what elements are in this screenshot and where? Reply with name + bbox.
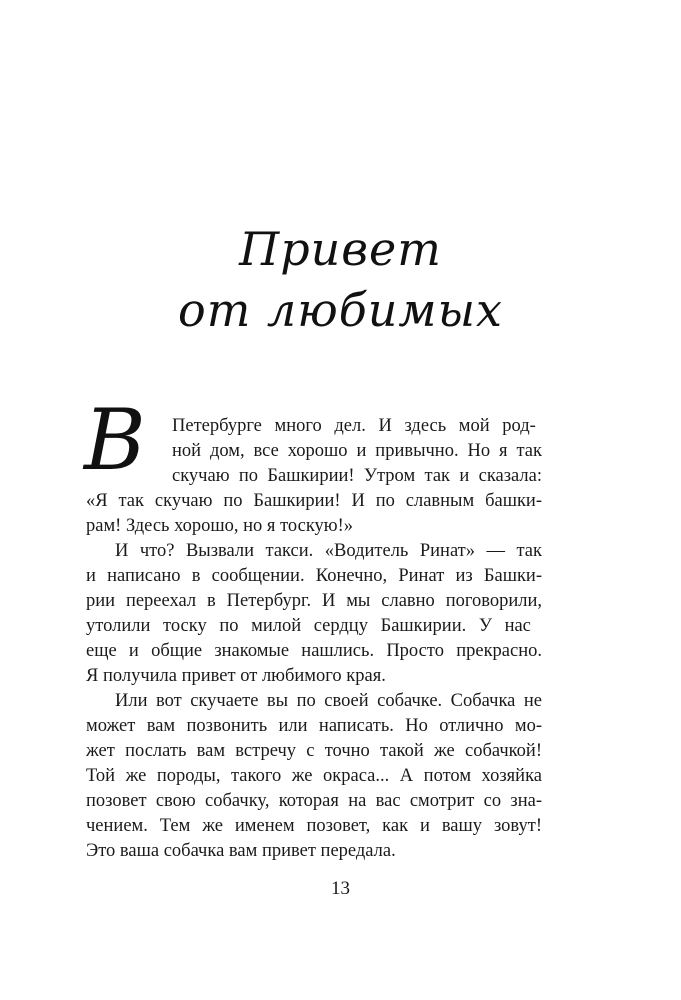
text-line-5: рам! Здесь хорошо, но я тоскую!»	[86, 516, 354, 536]
text-line-4: «Я так скучаю по Башкирии! И по славным башки-	[86, 491, 542, 511]
chapter-title-line1: Привет	[239, 222, 442, 276]
text-line-9: утолили тоску по милой сердцу Башкирии. У нас	[86, 616, 531, 636]
text-line-16: позовет свою собачку, которая на вас смотрит со зна-	[86, 791, 542, 811]
page-number: 13	[331, 878, 350, 899]
chapter-title-line2: от любимых	[178, 283, 503, 337]
text-line-7: и написано в сообщении. Конечно, Ринат из Башки-	[86, 566, 542, 586]
text-line-17: чением. Тем же именем позовет, как и вашу зовут!	[86, 816, 542, 836]
text-line-1: Петербурге много дел. И здесь мой род-	[172, 416, 536, 436]
text-line-18: Это ваша собачка вам привет передала.	[86, 841, 396, 861]
text-line-2: ной дом, все хорошо и привычно. Но я так	[172, 441, 542, 461]
text-line-15: Той же породы, такого же окраса... А потом хозяйка	[86, 766, 542, 786]
drop-cap: В	[84, 391, 146, 489]
text-line-12: Или вот скучаете вы по своей собачке. Собачка не	[115, 691, 542, 711]
text-line-14: жет послать вам встречу с точно такой же собачкой!	[86, 741, 542, 761]
text-line-8: рии переехал в Петербург. И мы славно поговорили,	[86, 591, 542, 611]
text-line-11: Я получила привет от любимого края.	[86, 666, 386, 686]
text-line-10: еще и общие знакомые нашлись. Просто прекрасно.	[86, 641, 542, 661]
text-line-6: И что? Вызвали такси. «Водитель Ринат» — так	[115, 541, 542, 561]
text-line-3: скучаю по Башкирии! Утром так и сказала:	[172, 466, 542, 486]
text-line-13: может вам позвонить или написать. Но отлично мо-	[86, 716, 542, 736]
